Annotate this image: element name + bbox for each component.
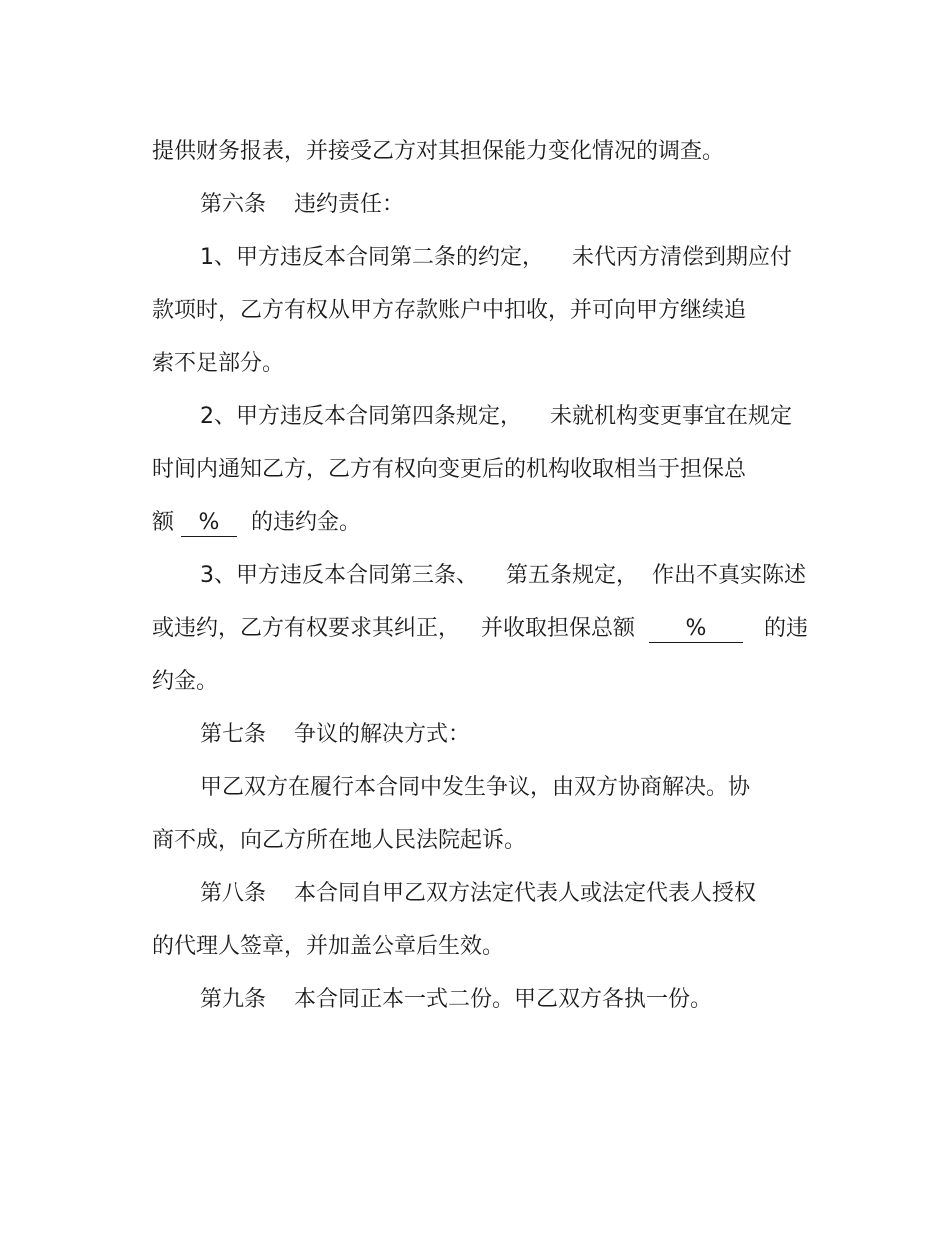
clause-3-line: 约金。 bbox=[152, 669, 219, 694]
penalty-percent-blank: % bbox=[181, 510, 237, 537]
article-9-line: 第九条 本合同正本一式二份。甲乙双方各执一份。 bbox=[200, 987, 712, 1012]
paragraph-line: 提供财务报表，并接受乙方对其担保能力变化情况的调查。 bbox=[152, 139, 725, 164]
penalty-percent-blank: % bbox=[649, 616, 743, 643]
article-8-line: 第八条 本合同自甲乙双方法定代表人或法定代表人授权 bbox=[200, 881, 756, 906]
clause-1-line: 1、甲方违反本合同第二条的约定， 未代丙方清偿到期应付 bbox=[200, 245, 792, 270]
article-8-line: 的代理人签章，并加盖公章后生效。 bbox=[152, 934, 505, 959]
clause-2-text: 额 bbox=[152, 510, 181, 535]
clause-3-text: 的违 bbox=[742, 616, 808, 641]
clause-3-line bbox=[152, 614, 808, 644]
article-7-line: 商不成，向乙方所在地人民法院起诉。 bbox=[152, 828, 527, 853]
clause-2-line: 时间内通知乙方，乙方有权向变更后的机构收取相当于担保总 bbox=[152, 457, 747, 482]
article-7-line: 甲乙双方在履行本合同中发生争议，由双方协商解决。协 bbox=[200, 775, 751, 800]
clause-2-line bbox=[152, 508, 361, 538]
clause-2-line: 2、甲方违反本合同第四条规定， 未就机构变更事宜在规定 bbox=[200, 404, 792, 429]
clause-1-line: 索不足部分。 bbox=[152, 351, 285, 376]
clause-3-text: 或违约，乙方有权要求其纠正， 并收取担保总额 bbox=[152, 616, 649, 641]
clause-1-line: 款项时，乙方有权从甲方存款账户中扣收，并可向甲方继续追 bbox=[152, 298, 747, 323]
clause-2-text: 的违约金。 bbox=[237, 510, 361, 535]
article-7-heading: 第七条 争议的解决方式： bbox=[200, 722, 470, 747]
article-6-heading: 第六条 违约责任： bbox=[200, 192, 404, 217]
clause-3-line: 3、甲方违反本合同第三条、 第五条规定， 作出不真实陈述 bbox=[200, 563, 806, 588]
